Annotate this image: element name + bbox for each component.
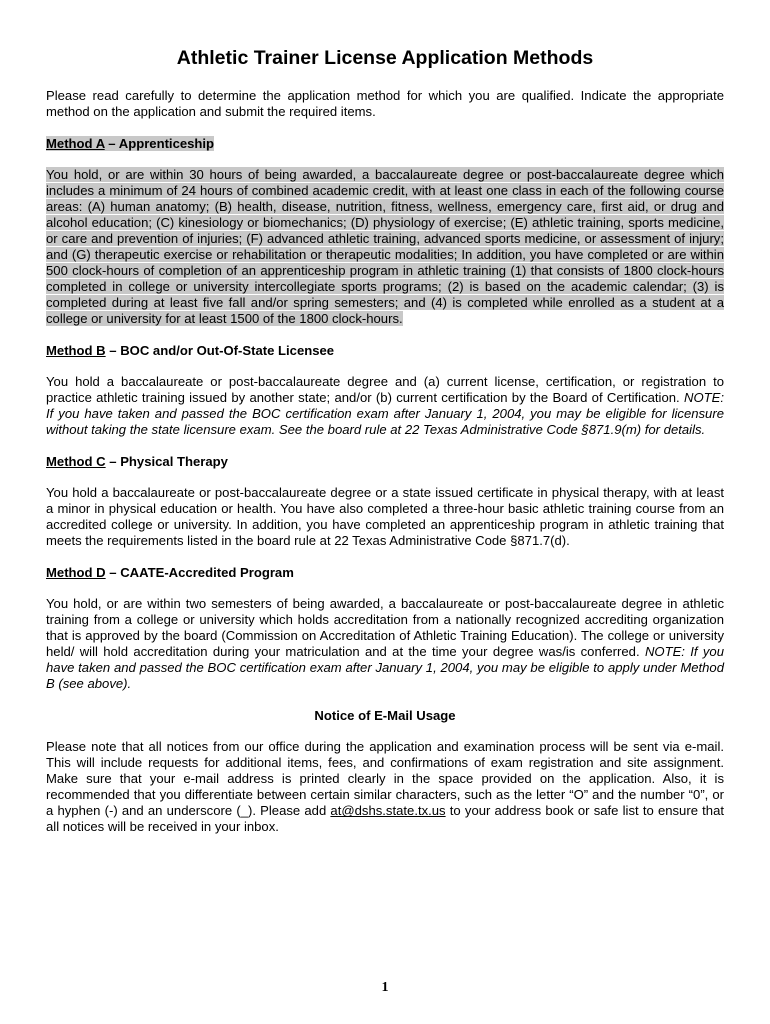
method-c-body: You hold a baccalaureate or post-baccalaureate degree or a state issued certificate in physical therapy, with at least a minor in physical education or health. You have also completed a three-hour basic athletic training course from an accredited college or university. In addition, you have completed an apprenticeship program in athletic training that meets the requirements listed in the board rule at 22 Texas Administrative Code §871.7(d).: [46, 485, 724, 549]
method-c-heading: [46, 454, 724, 470]
method-a-subtitle: – Apprenticeship: [104, 135, 215, 151]
method-d-body-text: You hold, or are within two semesters of being awarded, a baccalaureate or post-baccalaureate degree in athletic training from a college or university which holds accreditation from a nationally recognized accrediting organization that is approved by the board (Commission on Accreditation of Athletic Training Education). The college or university held/ will hold accreditation during your matriculation and at the time your degree was/is conferred.: [46, 596, 724, 660]
method-a-label: Method A: [46, 135, 105, 151]
method-a-heading: [46, 136, 724, 152]
method-b-note: NOTE: If you have taken and passed the BOC certification exam after January 1, 2004, you may be eligible for licensure without taking the state licensure exam. See the board rule at 22 Texas Administrative Code §871.9(m) for details.: [46, 390, 724, 438]
method-b-heading: [46, 343, 724, 359]
intro-paragraph: Please read carefully to determine the application method for which you are qualified. Indicate the appropriate method on the application and submit the required items.: [46, 88, 724, 120]
method-a-body: [46, 167, 724, 327]
method-d-body: [46, 596, 724, 692]
email-address-link[interactable]: at@dshs.state.tx.us: [330, 803, 446, 819]
method-b-subtitle: – BOC and/or Out-Of-State Licensee: [105, 342, 335, 358]
method-d-label: Method D: [46, 564, 106, 580]
method-d-note: NOTE: If you have taken and passed the BOC certification exam after January 1, 2004, you may be eligible to apply under Method B (see above).: [46, 644, 724, 692]
email-notice-body: [46, 739, 724, 835]
method-d-heading: [46, 565, 724, 581]
document-content: [46, 46, 724, 851]
method-c-label: Method C: [46, 453, 106, 469]
method-c-subtitle: – Physical Therapy: [105, 453, 228, 469]
method-b-body-text: You hold a baccalaureate or post-baccalaureate degree and (a) current license, certification, or registration to practice athletic training issued by another state; and/or (b) current certification by the Board of Certification.: [46, 374, 724, 406]
email-notice-text-after: to your address book or safe list to ensure that all notices will be received in your inbox.: [46, 803, 724, 835]
method-b-label: Method B: [46, 342, 106, 358]
page-number: 1: [381, 980, 389, 995]
method-d-subtitle: – CAATE-Accredited Program: [105, 564, 294, 580]
method-a-body-text: You hold, or are within 30 hours of being awarded, a baccalaureate degree or post-baccalaureate degree which includes a minimum of 24 hours of combined academic credit, with at least one class in each of the following course areas: (A) human anatomy; (B) health, disease, nutrition, fitness, wellness, emergency care, first aid, or drug and alcohol education; (C) kinesiology or biomechanics; (D) physiology of exercise; (E) athletic training, sports medicine, or care and prevention of injuries; (F) advanced athletic training, advanced sports medicine, or assessment of injury; and (G) therapeutic exercise or rehabilitation or therapeutic modalities; In addition, you have completed or are within 500 clock-hours of completion of an apprenticeship program in athletic training (1) that consists of 1800 clock-hours completed in college or university intercollegiate sports programs; (2) is based on the academic calendar; (3) is completed during at least five fall and/or spring semesters; and (4) is completed while enrolled as a student at a college or university for at least 1500 of the 1800 clock-hours.: [46, 167, 724, 327]
email-notice-heading: Notice of E-Mail Usage: [314, 707, 456, 723]
email-notice-text-before: Please note that all notices from our office during the application and examination process will be sent via e-mail. This will include requests for additional items, fees, and confirmations of exam registration and site assignment. Make sure that your e-mail address is printed clearly in the space provided on the application. Also, it is recommended that you differentiate between certain similar characters, such as the letter “O” and the number “0”, or a hyphen (-) and an underscore (_). Please add: [46, 739, 724, 819]
method-b-body: [46, 374, 724, 438]
page-title: Athletic Trainer License Application Methods: [176, 47, 594, 69]
